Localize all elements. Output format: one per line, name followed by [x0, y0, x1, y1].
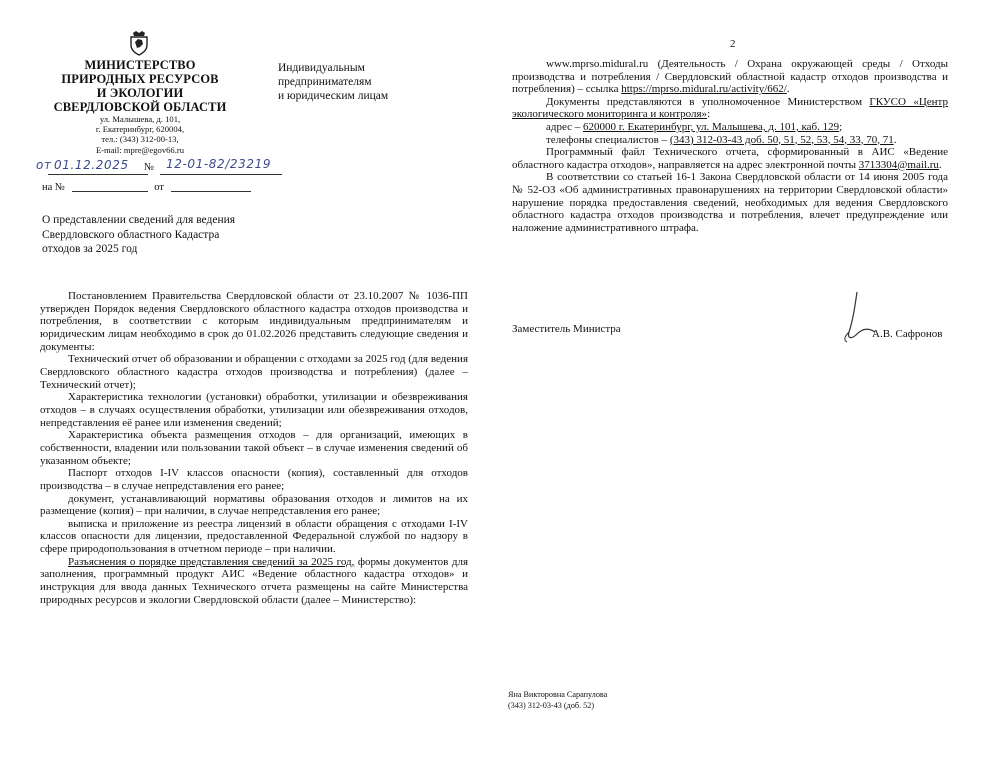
reference-line — [42, 182, 251, 193]
recipient-line: предпринимателям — [278, 76, 372, 89]
website-link[interactable]: https://mprso.midural.ru/activity/662/ — [621, 83, 787, 96]
paragraph: Технический отчет об образовании и обращении с отходами за 2025 год (для ведения Свердловского областного кадастра отходов производства и потребления) (далее – Технический отчет); — [40, 353, 468, 391]
signer-role: Заместитель Министра — [512, 323, 621, 335]
signer-name: А.В. Сафронов — [872, 328, 943, 340]
page-1-body — [40, 290, 468, 606]
subject — [42, 213, 235, 257]
punct: . — [893, 133, 897, 146]
address-prefix: адрес – — [546, 120, 584, 133]
ministry-name — [40, 58, 240, 114]
page-number: 2 — [730, 38, 736, 50]
email-text: Программный файл Технического отчета, сформированный в АИС «Ведение областного кадастра отходов», направляется на адрес электронной почты — [512, 146, 948, 171]
center-phones: (343) 312-03-43 доб. 50, 51, 52, 53, 54, 33, 70, 71 — [669, 133, 894, 146]
recipient-block — [278, 61, 388, 104]
email-link[interactable]: 3713304@mail.ru — [858, 158, 939, 171]
paragraph-phones — [512, 134, 948, 147]
ministry-address — [40, 114, 240, 155]
page-2-body — [512, 58, 948, 234]
number-prefix: № — [144, 162, 155, 173]
page-1 — [0, 0, 492, 760]
registration-line — [36, 157, 282, 178]
ministry-line: И ЭКОЛОГИИ — [96, 86, 184, 100]
paragraph-website — [512, 58, 948, 96]
paragraph: Паспорт отходов I-IV классов опасности (копия), составленный для отходов производства – в случае непредставления его ранее; — [40, 467, 468, 492]
recipient-line: Индивидуальным — [278, 62, 365, 74]
paragraph: Постановлением Правительства Свердловской области от 23.10.2007 № 1036-ПП утвержден Порядок ведения Свердловского областного кадастра отходов производства и потребления, в соответствии с которым индивидуальным предпринимателям и юридическим лицам необходимо в срок до 01.02.2026 представить следующие сведения и документы: — [40, 290, 468, 353]
center-name: ГКУСО «Центр экологического мониторинга и контроля» — [512, 95, 949, 121]
subject-line: О представлении сведений для ведения — [42, 214, 236, 226]
explanations-rest: формы документов для заполнения, программный продукт АИС «Ведение областного кадастра отходов» и инструкция для ввода данных Технического отчета размещены на сайте Министерства природных ресурсов и экологии Свердловской области (далее – Министерство): — [40, 555, 469, 606]
address-line: ул. Малышева, д. 101, — [99, 114, 181, 124]
paragraph: документ, устанавливающий нормативы образования отходов и лимитов на их размещение (копия) – при наличии, в случае непредставления его ранее; — [40, 492, 468, 518]
address-line: E-mail: mpre@egov66.ru — [95, 144, 185, 155]
center-address: 620000 г. Екатеринбург, ул. Малышева, д. 101, каб. 129 — [583, 120, 840, 133]
subject-line: Свердловского областного Кадастра — [42, 228, 220, 241]
punct: ; — [839, 120, 843, 133]
paragraph-address — [512, 121, 948, 134]
date-handwritten: 01.12.2025 — [54, 158, 129, 172]
subject-line: отходов за 2025 год — [42, 243, 138, 256]
recipient-line: и юридическим лицам — [278, 90, 389, 103]
phones-prefix: телефоны специалистов – — [546, 133, 670, 146]
executor-block — [508, 690, 607, 711]
paragraph-penalty: В соответствии со статьей 16-1 Закона Свердловской области от 14 июня 2005 года № 52-ОЗ «Об административных правонарушениях на территории Свердловской области» нарушение порядка предоставления сведений, необходимых для ведения Свердловского областного кадастра отходов производства и потребления, влечет предупреждение или наложение административного штрафа. — [512, 171, 948, 234]
paragraph-email — [512, 146, 948, 171]
ref-from: от — [154, 182, 164, 193]
ref-prefix: на № — [42, 182, 65, 193]
ministry-line: МИНИСТЕРСТВО — [84, 58, 196, 72]
explanations-underlined: Разъяснения о порядке представления сведений за 2025 год, — [68, 555, 355, 568]
ministry-line: СВЕРДЛОВСКОЙ ОБЛАСТИ — [53, 100, 227, 114]
address-line: г. Екатеринбург, 620004, — [95, 124, 185, 135]
number-handwritten: 12-01-82/23219 — [166, 157, 272, 171]
executor-phone: (343) 312-03-43 (доб. 52) — [508, 700, 595, 710]
date-prefix-handwritten: от — [36, 158, 52, 172]
ministry-line: ПРИРОДНЫХ РЕСУРСОВ — [61, 72, 219, 86]
coat-of-arms-icon — [128, 30, 150, 56]
website-text: www.mprso.midural.ru (Деятельность / Охрана окружающей среды / Отходы производства и потребления / Свердловский областной кадастр отходов производства и потребления) – ссылка — [512, 58, 948, 96]
paragraph-submission — [512, 96, 948, 121]
paragraph-explanations — [40, 556, 468, 607]
paragraph: Характеристика объекта размещения отходов – для организаций, имеющих в собственности, владении или пользовании такой объект – в случае изменения сведений об указанном объекте; — [40, 429, 468, 467]
executor-name: Яна Викторовна Сарапулова — [508, 690, 608, 699]
paragraph: Характеристика технологии (установки) обработки, утилизации и обезвреживания отходов – в случаях осуществления обработки, утилизации или обезвреживания отходов, непредставления её ранее или изменения сведений; — [40, 391, 468, 429]
punct: . — [786, 83, 790, 96]
punct: . — [938, 158, 942, 171]
punct: : — [707, 108, 711, 121]
address-line: тел.: (343) 312-00-13, — [101, 134, 179, 145]
paragraph: выписка и приложение из реестра лицензий в области обращения с отходами I-IV классов опасности для лицензии, предоставленной Федеральной службой по надзору в сфере природопользования в отчетном периоде – при наличии. — [40, 517, 468, 556]
submission-text: Документы представляются в уполномоченное Министерством — [546, 95, 870, 108]
